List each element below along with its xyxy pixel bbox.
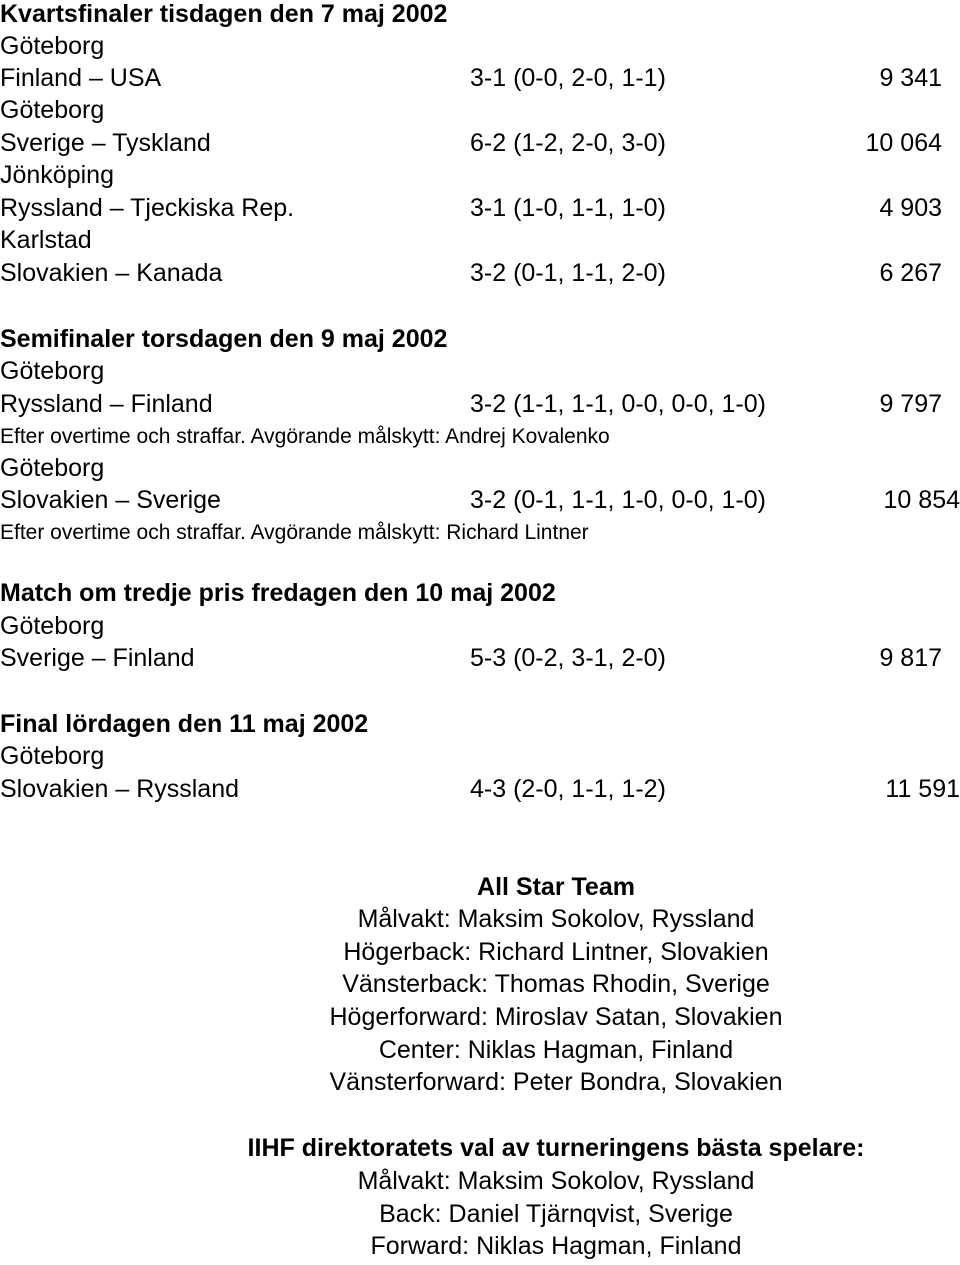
allstar-line: Vänsterforward: Peter Bondra, Slovakien (329, 1068, 783, 1096)
game-score: 4-3 (2-0, 1-1, 1-2) (470, 775, 666, 803)
game-teams: Sverige – Tyskland (0, 129, 211, 157)
game-row (0, 196, 942, 226)
game-row (0, 777, 960, 807)
game-attendance: 11 591 (885, 775, 960, 803)
iihf-line: Målvakt: Maksim Sokolov, Ryssland (357, 1167, 755, 1195)
game-score: 5-3 (0-2, 3-1, 2-0) (470, 644, 666, 672)
game-score: 3-1 (1-0, 1-1, 1-0) (470, 194, 666, 222)
allstar-line: Högerforward: Miroslav Satan, Slovakien (329, 1003, 783, 1031)
game-city: Göteborg (0, 612, 105, 640)
quarterfinals-heading: Kvartsfinaler tisdagen den 7 maj 2002 (0, 0, 448, 28)
game-teams: Finland – USA (0, 64, 162, 92)
game-attendance: 9 817 (879, 644, 942, 672)
game-row (0, 261, 942, 291)
game-teams: Sverige – Finland (0, 644, 195, 672)
allstar-line: Center: Niklas Hagman, Finland (378, 1036, 734, 1064)
game-attendance: 4 903 (879, 194, 942, 222)
game-city: Göteborg (0, 32, 105, 60)
game-note: Efter overtime och straffar. Avgörande målskytt: Andrej Kovalenko (0, 425, 610, 448)
game-city: Göteborg (0, 96, 105, 124)
game-score: 3-1 (0-0, 2-0, 1-1) (470, 64, 666, 92)
game-row (0, 646, 942, 676)
allstar-line: Vänsterback: Thomas Rhodin, Sverige (342, 970, 770, 998)
allstar-line: Högerback: Richard Lintner, Slovakien (343, 938, 769, 966)
iihf-line: Forward: Niklas Hagman, Finland (370, 1232, 742, 1260)
game-note: Efter overtime och straffar. Avgörande målskytt: Richard Lintner (0, 521, 589, 544)
game-city: Karlstad (0, 226, 92, 254)
game-teams: Ryssland – Finland (0, 390, 213, 418)
game-score: 3-2 (0-1, 1-1, 1-0, 0-0, 1-0) (470, 486, 766, 514)
semifinals-heading: Semifinaler torsdagen den 9 maj 2002 (0, 325, 448, 353)
final-heading: Final lördagen den 11 maj 2002 (0, 710, 369, 738)
game-attendance: 9 797 (879, 390, 942, 418)
game-city: Jönköping (0, 161, 114, 189)
game-score: 3-2 (0-1, 1-1, 2-0) (470, 259, 666, 287)
game-score: 6-2 (1-2, 2-0, 3-0) (470, 129, 666, 157)
game-attendance: 9 341 (879, 64, 942, 92)
game-teams: Slovakien – Ryssland (0, 775, 240, 803)
game-attendance: 6 267 (879, 259, 942, 287)
game-teams: Slovakien – Kanada (0, 259, 223, 287)
game-row (0, 131, 942, 161)
game-teams: Ryssland – Tjeckiska Rep. (0, 194, 295, 222)
game-row (0, 66, 942, 96)
allstar-line: Målvakt: Maksim Sokolov, Ryssland (357, 905, 755, 933)
game-row (0, 392, 942, 422)
game-city: Göteborg (0, 357, 105, 385)
allstar-heading: All Star Team (477, 873, 635, 901)
game-city: Göteborg (0, 742, 105, 770)
game-teams: Slovakien – Sverige (0, 486, 221, 514)
game-attendance: 10 854 (883, 486, 960, 514)
game-score: 3-2 (1-1, 1-1, 0-0, 0-0, 1-0) (470, 390, 766, 418)
game-row (0, 488, 960, 518)
game-attendance: 10 064 (865, 129, 942, 157)
bronze-match-heading: Match om tredje pris fredagen den 10 maj 2002 (0, 579, 556, 607)
game-city: Göteborg (0, 454, 105, 482)
iihf-heading: IIHF direktoratets val av turneringens bästa spelare: (247, 1134, 865, 1162)
iihf-line: Back: Daniel Tjärnqvist, Sverige (379, 1200, 733, 1228)
